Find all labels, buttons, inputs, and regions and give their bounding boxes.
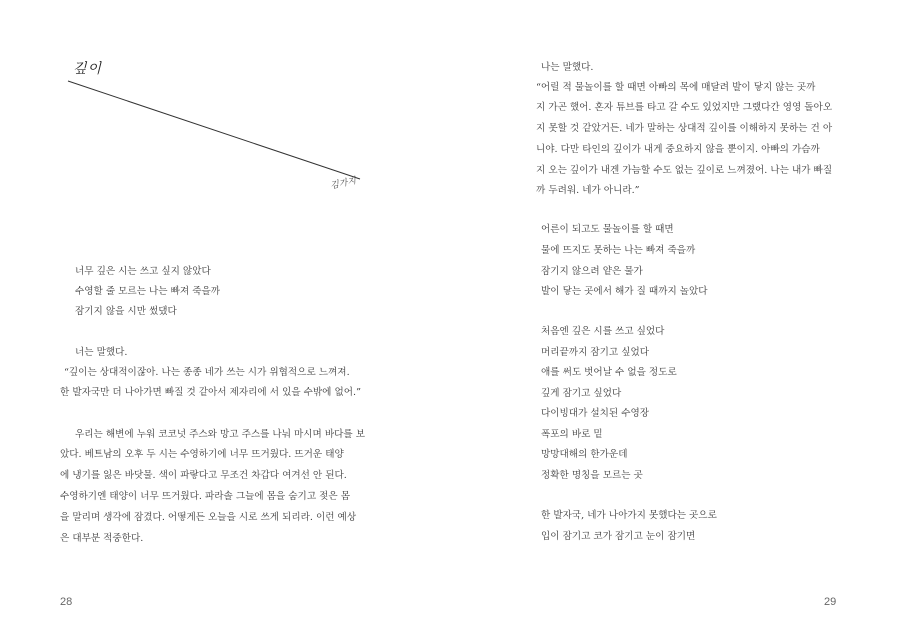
poem-author: 김가지 (329, 176, 358, 192)
poem-line: 애를 써도 벗어날 수 없을 정도로 (541, 367, 677, 378)
dialogue-line: 나는 말했다. (541, 62, 594, 73)
poem-line: 정확한 명칭을 모르는 곳 (541, 470, 643, 481)
prose-line: 을 말리며 생각에 잠겼다. 어떻게든 오늘을 시로 쓰게 되리라. 이런 예상 (60, 512, 357, 523)
dialogue-line: “어릴 적 물놀이를 할 때면 아빠의 목에 매달려 발이 닿지 않는 곳까 (536, 82, 816, 93)
page-number: 28 (60, 596, 73, 608)
poem-line: 잠기지 않으려 얕은 물가 (541, 266, 643, 277)
prose-line: 은 대부분 적중한다. (60, 533, 144, 544)
prose-line: 수영하기엔 태양이 너무 뜨거웠다. 파라솔 그늘에 몸을 숨기고 젖은 몸 (60, 491, 350, 502)
dialogue-line: 지 오는 깊이가 내겐 가늠할 수도 없는 깊이로 느껴졌어. 나는 내가 빠질 (536, 165, 833, 176)
poem-line: 처음엔 깊은 시를 쓰고 싶었다 (541, 326, 665, 337)
dialogue-line: “깊이는 상대적이잖아. 나는 종종 네가 쓰는 시가 위협적으로 느껴져. (64, 367, 350, 378)
poem-line: 폭포의 바로 밑 (541, 429, 603, 440)
poem-line: 너무 깊은 시는 쓰고 싶지 않았다 (75, 266, 211, 277)
dialogue-line: 니야. 다만 타인의 깊이가 내게 중요하지 않을 뿐이지. 아빠의 가슴까 (536, 144, 820, 155)
poem-title: 깊이 (73, 61, 103, 77)
prose-line: 에 냉기를 잃은 바닷물. 색이 파랗다고 무조건 차갑다 여겨선 안 된다. (60, 470, 347, 481)
title-diagonal-rule (0, 0, 450, 220)
prose-line: 았다. 베트남의 오후 두 시는 수영하기에 너무 뜨거웠다. 뜨거운 태양 (60, 449, 344, 460)
poem-line: 물에 뜨지도 못하는 나는 빠져 죽을까 (541, 245, 696, 256)
poem-line: 수영할 줄 모르는 나는 빠져 죽을까 (75, 286, 220, 297)
prose-line: 우리는 해변에 누워 코코넛 주스와 망고 주스를 나눠 마시며 바다를 보 (75, 429, 365, 440)
dialogue-line: 지 못할 것 같았거든. 네가 말하는 상대적 깊이를 이해하지 못하는 건 아 (536, 123, 833, 134)
poem-line: 어른이 되고도 물놀이를 할 때면 (541, 224, 674, 235)
poem-line: 망망대해의 한가운데 (541, 449, 628, 460)
dialogue-line: 한 발자국만 더 나아가면 빠질 것 같아서 제자리에 서 있을 수밖에 없어.” (60, 387, 361, 398)
poem-line: 잠기지 않을 시만 썼댔다 (75, 306, 177, 317)
poem-line: 한 발자국, 네가 나아가지 못했다는 곳으로 (541, 510, 717, 521)
page-number: 29 (824, 596, 837, 608)
poem-line: 깊게 잠기고 싶었다 (541, 388, 622, 399)
dialogue-line: 까 두려워. 네가 아니라.” (536, 185, 640, 196)
dialogue-line: 너는 말했다. (75, 347, 128, 358)
poem-line: 발이 닿는 곳에서 해가 질 때까지 놀았다 (541, 286, 708, 297)
poem-line: 입이 잠기고 코가 잠기고 눈이 잠기면 (541, 531, 696, 542)
poem-line: 머리끝까지 잠기고 싶었다 (541, 347, 650, 358)
right-page (450, 0, 900, 638)
dialogue-line: 지 가곤 했어. 혼자 튜브를 타고 갈 수도 있었지만 그랬다간 영영 돌아오 (536, 102, 833, 113)
poem-line: 다이빙대가 설치된 수영장 (541, 408, 650, 419)
